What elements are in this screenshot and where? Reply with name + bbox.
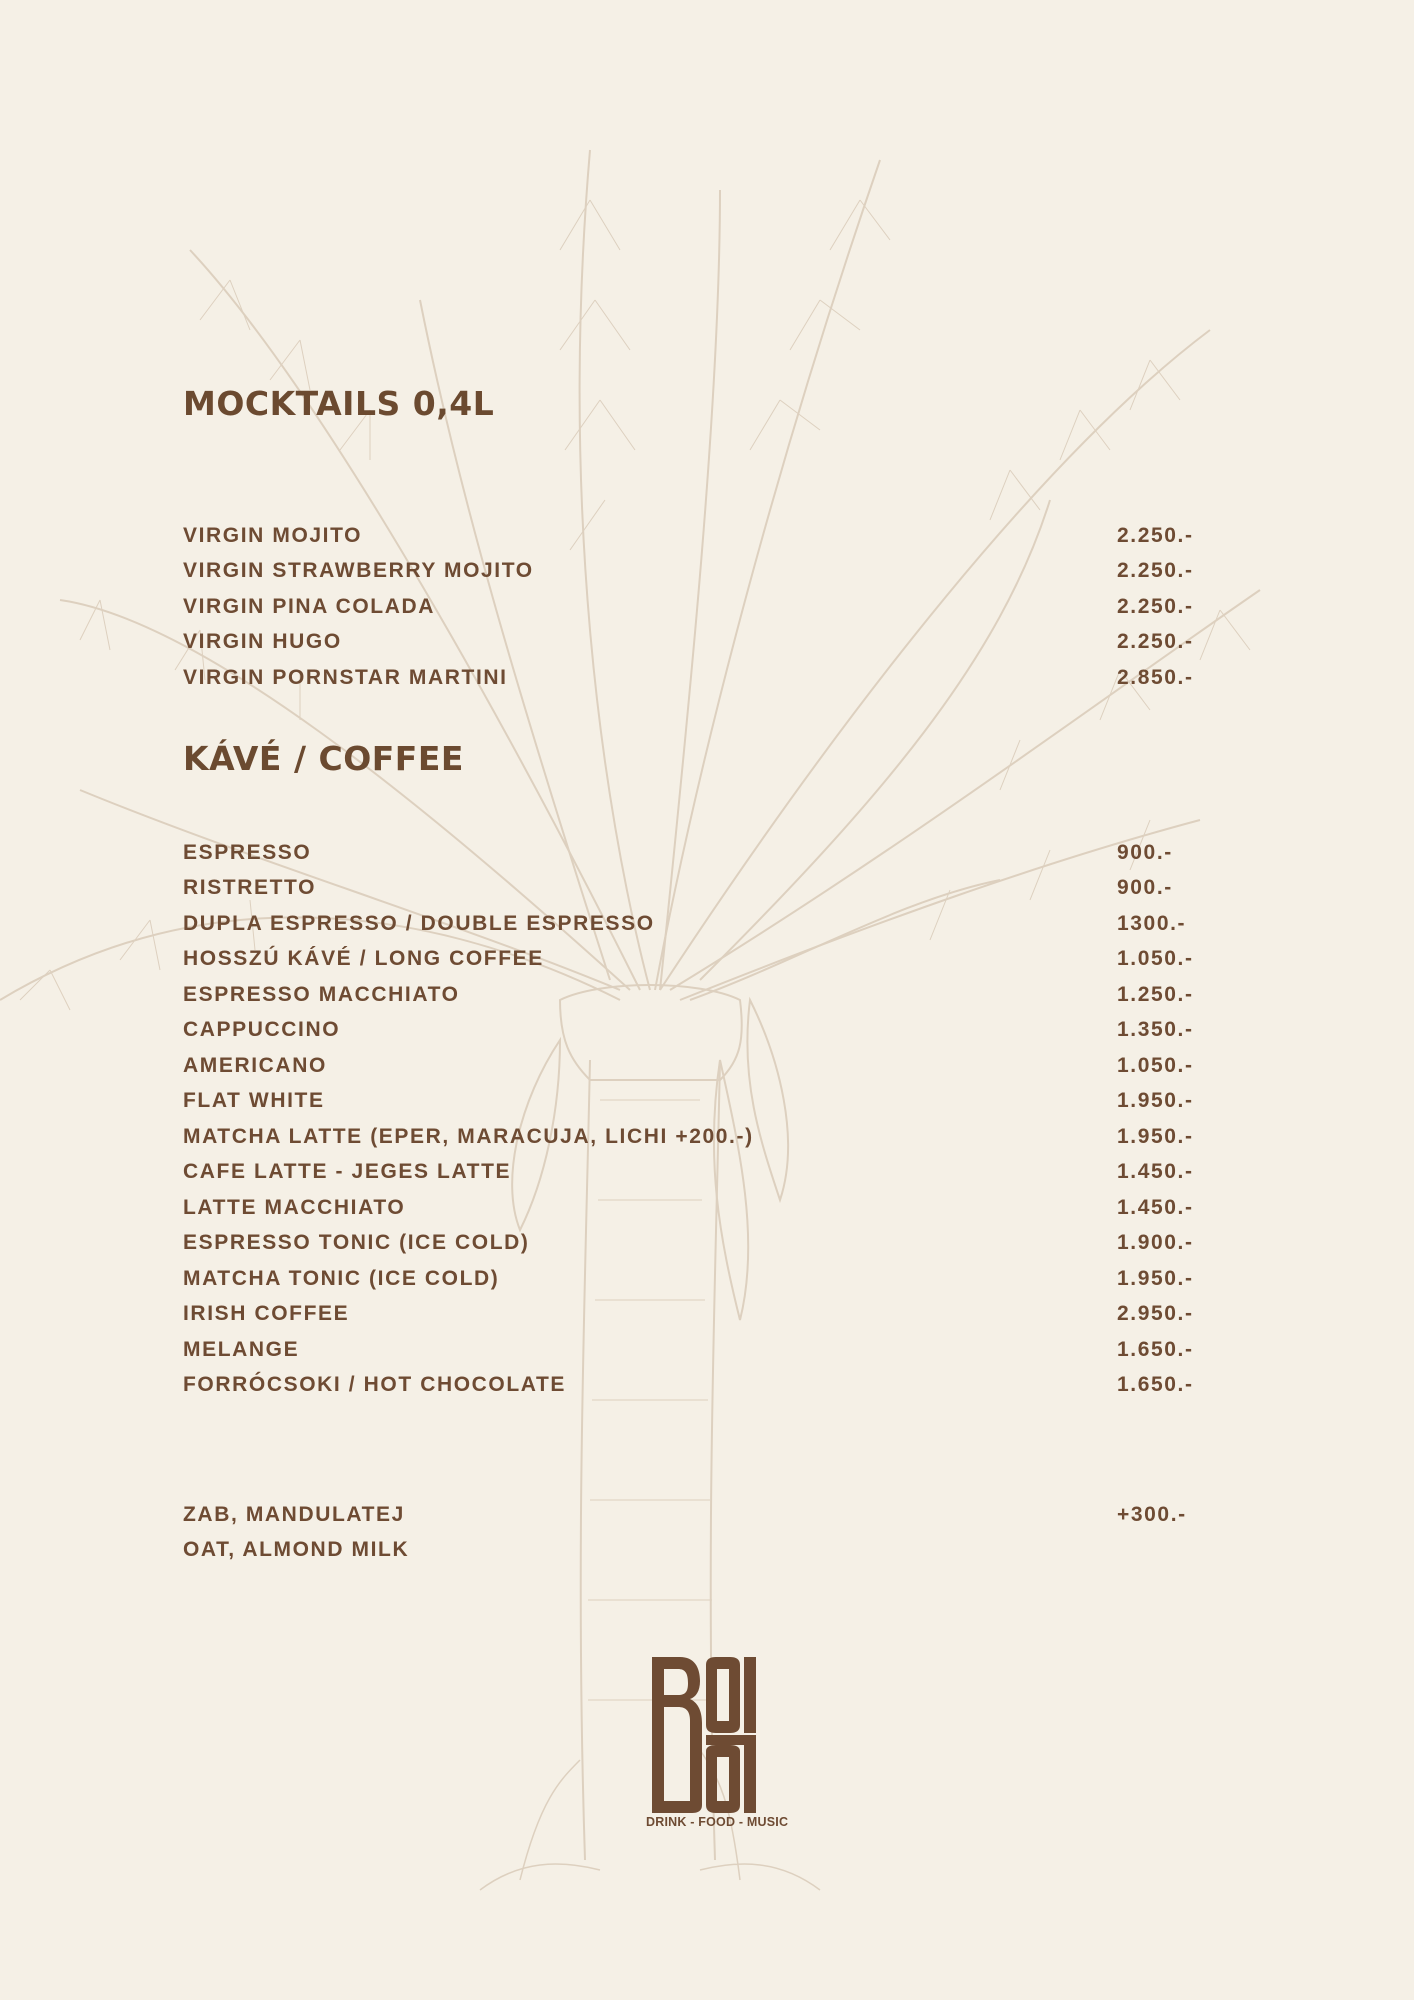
menu-item	[183, 1497, 1200, 1533]
menu-item	[183, 1297, 1200, 1333]
item-name: FORRÓCSOKI / HOT CHOCOLATE	[183, 1373, 567, 1397]
menu-item	[183, 1332, 1200, 1368]
item-price: 2.250.-	[1117, 594, 1194, 618]
item-price: 1.350.-	[1117, 1018, 1194, 1042]
menu-item	[183, 625, 1200, 661]
menu-item	[183, 554, 1200, 590]
item-price: 1.450.-	[1117, 1160, 1194, 1184]
item-name: VIRGIN PORNSTAR MARTINI	[183, 665, 508, 689]
item-name: VIRGIN PINA COLADA	[183, 594, 436, 618]
item-price: 1.050.-	[1117, 947, 1194, 971]
menu-item	[183, 942, 1200, 978]
item-price: 900.-	[1117, 840, 1173, 864]
item-price: 2.250.-	[1117, 559, 1194, 583]
menu-item	[183, 835, 1200, 871]
item-price: 1.250.-	[1117, 982, 1194, 1006]
item-name: VIRGIN STRAWBERRY MOJITO	[183, 559, 534, 583]
coffee-title: KÁVÉ / COFFEE	[183, 739, 464, 778]
item-name: CAPPUCCINO	[183, 1018, 341, 1042]
logo-tagline: DRINK - FOOD - MUSIC	[646, 1815, 789, 1829]
menu-item	[183, 518, 1200, 554]
menu-item	[183, 906, 1200, 942]
menu-item	[183, 871, 1200, 907]
item-price: 1.900.-	[1117, 1231, 1194, 1255]
menu-item	[183, 1119, 1200, 1155]
item-price: 1.950.-	[1117, 1089, 1194, 1113]
menu-item	[183, 589, 1200, 625]
item-price: 2.850.-	[1117, 665, 1194, 689]
menu-item	[183, 1190, 1200, 1226]
boho-logo-mark	[650, 1655, 766, 1815]
item-price: 900.-	[1117, 876, 1173, 900]
item-price: 1.650.-	[1117, 1337, 1194, 1361]
item-name: ESPRESSO TONIC (ICE COLD)	[183, 1231, 530, 1255]
item-price: 2.950.-	[1117, 1302, 1194, 1326]
item-name: AMERICANO	[183, 1053, 327, 1077]
menu-item	[183, 1084, 1200, 1120]
item-name: MELANGE	[183, 1337, 300, 1361]
item-name: LATTE MACCHIATO	[183, 1195, 406, 1219]
item-price: 1300.-	[1117, 911, 1187, 935]
item-name: MATCHA TONIC (ICE COLD)	[183, 1266, 500, 1290]
item-name: OAT, ALMOND MILK	[183, 1538, 410, 1562]
item-price: 2.250.-	[1117, 523, 1194, 547]
item-price: 1.050.-	[1117, 1053, 1194, 1077]
milk-extra-list	[183, 1497, 1200, 1568]
menu-item	[183, 1261, 1200, 1297]
item-name: ZAB, MANDULATEJ	[183, 1502, 405, 1526]
item-price: 1.950.-	[1117, 1124, 1194, 1148]
item-name: HOSSZÚ KÁVÉ / LONG COFFEE	[183, 947, 544, 971]
menu-item	[183, 1368, 1200, 1404]
item-name: MATCHA LATTE (EPER, MARACUJA, LICHI +200.-)	[183, 1124, 754, 1148]
item-name: FLAT WHITE	[183, 1089, 325, 1113]
menu-item	[183, 1533, 1200, 1569]
menu-item	[183, 977, 1200, 1013]
menu-item	[183, 1013, 1200, 1049]
boho-logo	[646, 1655, 789, 1835]
item-name: DUPLA ESPRESSO / DOUBLE ESPRESSO	[183, 911, 655, 935]
menu-item	[183, 1048, 1200, 1084]
mocktails-title: MOCKTAILS 0,4L	[183, 384, 495, 423]
item-name: VIRGIN HUGO	[183, 630, 342, 654]
item-name: ESPRESSO	[183, 840, 312, 864]
mocktails-list	[183, 518, 1200, 696]
menu-item	[183, 1226, 1200, 1262]
menu-item	[183, 1155, 1200, 1191]
item-price: 1.650.-	[1117, 1373, 1194, 1397]
item-price: 1.950.-	[1117, 1266, 1194, 1290]
item-name: ESPRESSO MACCHIATO	[183, 982, 460, 1006]
item-price: +300.-	[1117, 1502, 1187, 1526]
item-price: 1.450.-	[1117, 1195, 1194, 1219]
menu-item	[183, 660, 1200, 696]
item-name: CAFE LATTE - JEGES LATTE	[183, 1160, 512, 1184]
item-name: VIRGIN MOJITO	[183, 523, 363, 547]
item-name: IRISH COFFEE	[183, 1302, 350, 1326]
item-name: RISTRETTO	[183, 876, 317, 900]
item-price: 2.250.-	[1117, 630, 1194, 654]
coffee-list	[183, 835, 1200, 1403]
